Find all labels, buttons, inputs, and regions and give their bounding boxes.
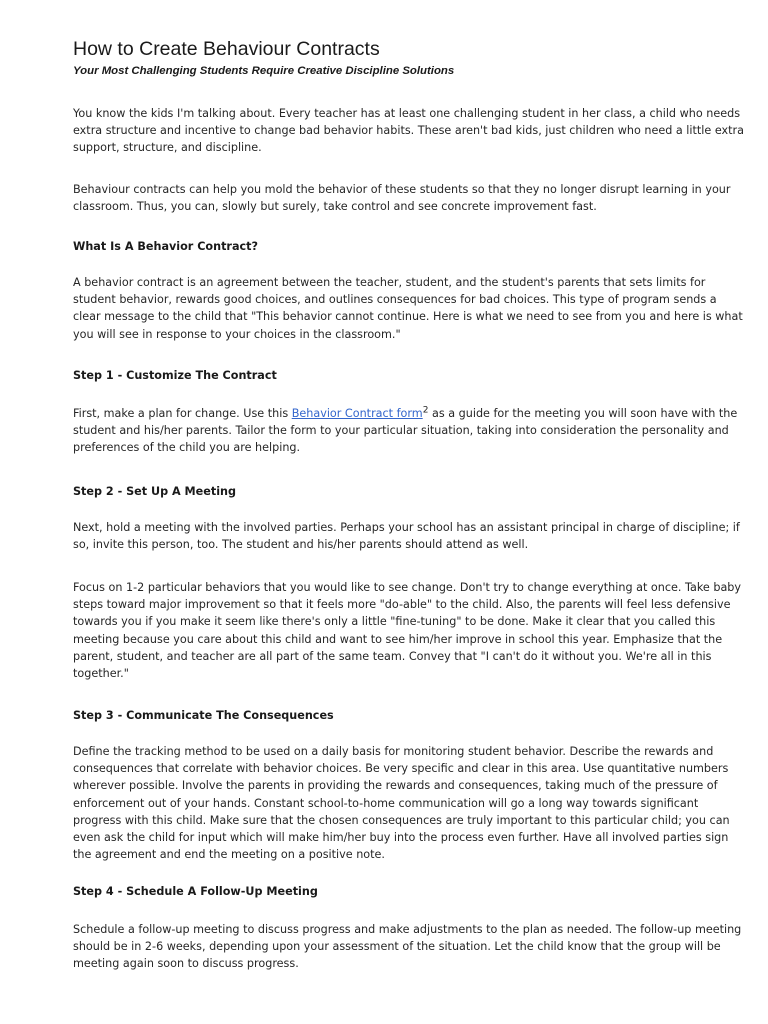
step-1-text-before-link: First, make a plan for change. Use this	[73, 407, 292, 420]
section-heading-step-2: Step 2 - Set Up A Meeting	[73, 485, 237, 498]
section-heading-step-1: Step 1 - Customize The Contract	[73, 369, 277, 382]
section-heading-step-4: Step 4 - Schedule A Follow-Up Meeting	[73, 885, 318, 898]
step-1-text-after-link: as a guide for the meeting you will soon have with the student and his/her parents. Tailor the form to your particular situation, taking into consideration the personality and preferences of the child you are helping.	[73, 407, 738, 455]
step-1-paragraph	[73, 405, 745, 457]
step-2-paragraph-1: Next, hold a meeting with the involved parties. Perhaps your school has an assistant principal in charge of discipline; if so, invite this person, too. The student and his/her parents should attend as well.	[73, 521, 740, 552]
page-title: How to Create Behaviour Contracts	[73, 38, 380, 60]
step-3-paragraph: Define the tracking method to be used on a daily basis for monitoring student behavior. Describe the rewards and consequences that correlate with behavior choices. Be very specific and clear in this area. Use quantitative numbers wherever possible. Involve the parents in providing the rewards and consequences, taking much of the pressure of enforcement out of your hands. Constant school-to-home communication will go a long way towards significant progress with this child. Make sure that the chosen consequences are truly important to this particular child; you can even ask the child for input which will make him/her buy into the process even further. Have all involved parties sign the agreement and end the meeting on a positive note.	[73, 745, 730, 862]
footnote-marker: 2	[422, 405, 429, 416]
page-subtitle: Your Most Challenging Students Require Creative Discipline Solutions	[73, 65, 455, 77]
behavior-contract-form-link[interactable]: Behavior Contract form	[291, 407, 423, 420]
intro-paragraph-1: You know the kids I'm talking about. Every teacher has at least one challenging student in her class, a child who needs extra structure and incentive to change bad behavior habits. These aren't bad kids, just children who need a little extra support, structure, and discipline.	[73, 107, 744, 155]
intro-paragraph-2: Behaviour contracts can help you mold the behavior of these students so that they no longer disrupt learning in your classroom. Thus, you can, slowly but surely, take control and see concrete improvement fast.	[73, 183, 731, 214]
section-heading-step-3: Step 3 - Communicate The Consequences	[73, 709, 334, 722]
step-2-paragraph-2: Focus on 1-2 particular behaviors that you would like to see change. Don't try to change everything at once. Take baby steps toward major improvement so that it feels more "do-able" to the child. Also, the parents will feel less defensive towards you if you make it seem like there's only a little "fine-tuning" to be done. Make it clear that you called this meeting because you care about this child and want to see him/her improve in school this year. Emphasize that the parent, student, and teacher are all part of the same team. Convey that "I can't do it without you. We're all in this together."	[73, 581, 742, 681]
section-heading-what-is: What Is A Behavior Contract?	[73, 240, 258, 253]
step-4-paragraph: Schedule a follow-up meeting to discuss progress and make adjustments to the plan as needed. The follow-up meeting should be in 2-6 weeks, depending upon your assessment of the situation. Let the child know that the group will be meeting again soon to discuss progress.	[73, 923, 742, 971]
what-is-paragraph: A behavior contract is an agreement between the teacher, student, and the student's parents that sets limits for student behavior, rewards good choices, and outlines consequences for bad choices. This type of program sends a clear message to the child that "This behavior cannot continue. Here is what we need to see from you and here is what you will see in response to your choices in the classroom."	[73, 276, 743, 341]
